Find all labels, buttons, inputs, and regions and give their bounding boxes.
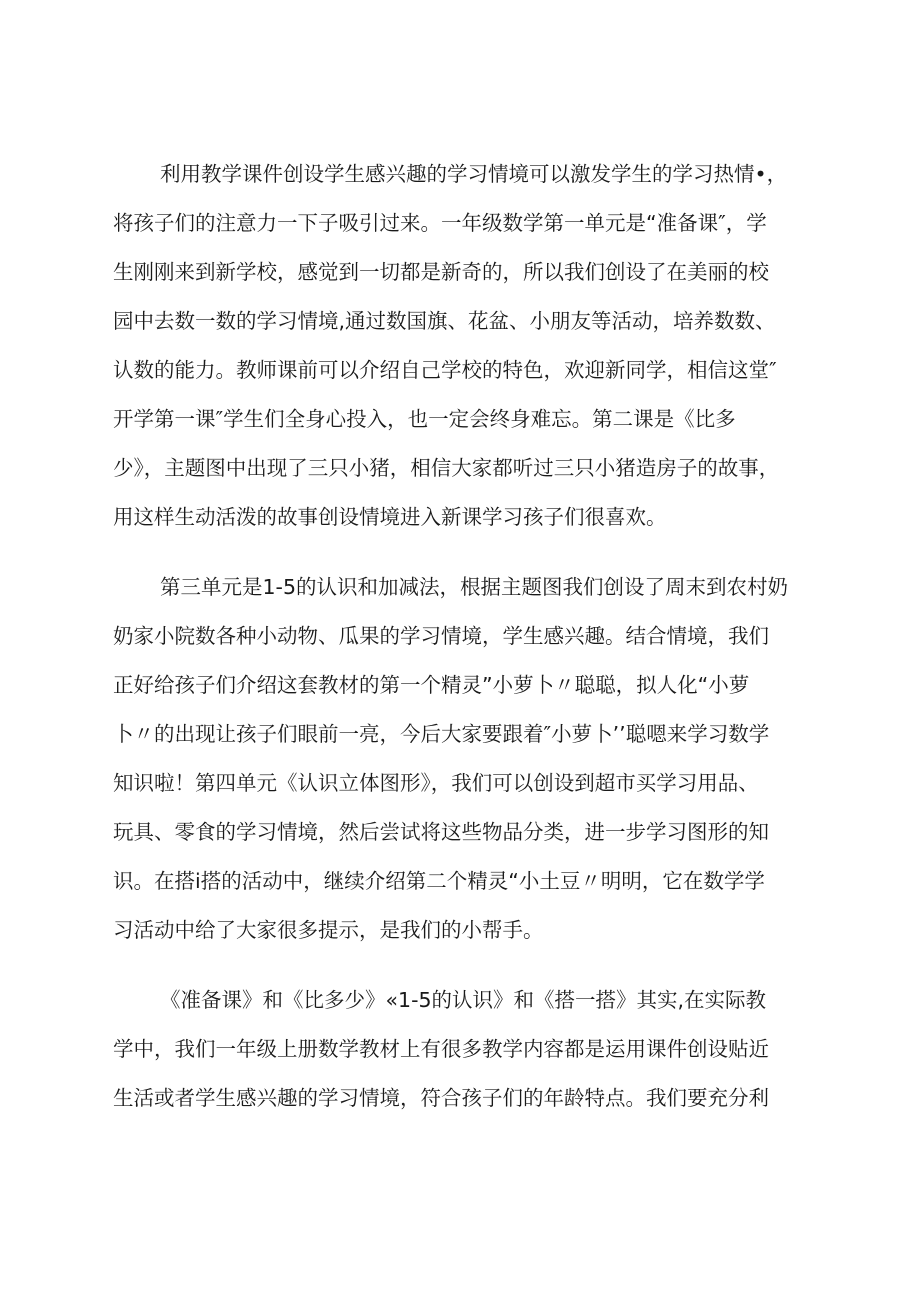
paragraph-line: 开学第一课″学生们全身心投入，也一定会终身难忘。第二课是《比多 — [113, 407, 736, 431]
paragraph-line: 少》，主题图中出现了三只小猪，相信大家都听过三只小猪造房子的故事， — [113, 456, 780, 480]
paragraph-line: 用这样生动活泼的故事创设情境进入新课学习孩子们很喜欢。 — [113, 505, 667, 529]
paragraph-line: 学中，我们一年级上册数学教材上有很多教学内容都是运用课件创设贴近 — [113, 1037, 769, 1061]
paragraph-line: 奶家小院数各种小动物、瓜果的学习情境，学生感兴趣。结合情境，我们 — [113, 624, 769, 648]
paragraph-line: 玩具、零食的学习情境，然后尝试将这些物品分类，进一步学习图形的知 — [113, 820, 769, 844]
paragraph-line: 生刚刚来到新学校，感觉到一切都是新奇的，所以我们创设了在美丽的校 — [113, 260, 769, 284]
paragraph-line: 识。在搭i搭的活动中，继续介绍第二个精灵“小土豆〃明明，它在数学学 — [113, 869, 765, 893]
paragraph-line: 卜〃的出现让孩子们眼前一亮，今后大家要跟着″小萝卜’’聪嗯来学习数学 — [113, 722, 770, 746]
paragraph-line: 将孩子们的注意力一下子吸引过来。一年级数学第一单元是“准备课″，学 — [113, 211, 767, 235]
paragraph-line: 《准备课》和《比多少》«1-5的认识》和《搭一搭》其实,在实际教 — [160, 988, 767, 1012]
paragraph-line: 第三单元是1-5的认识和加减法，根据主题图我们创设了周末到农村奶 — [160, 575, 788, 599]
paragraph-line: 生活或者学生感兴趣的学习情境，符合孩子们的年龄特点。我们要充分利 — [113, 1086, 769, 1110]
paragraph-line: 知识啦！第四单元《认识立体图形》，我们可以创设到超市买学习用品、 — [113, 771, 759, 795]
paragraph-line: 利用教学课件创设学生感兴趣的学习情境可以激发学生的学习热情•， — [160, 162, 788, 186]
paragraph-line: 习活动中给了大家很多提示，是我们的小帮手。 — [113, 918, 544, 942]
paragraph-line: 园中去数一数的学习情境,通过数国旗、花盆、小朋友等活动，培养数数、 — [113, 309, 776, 333]
paragraph-line: 认数的能力。教师课前可以介绍自己学校的特色，欢迎新同学，相信这堂″ — [113, 358, 777, 382]
paragraph-line: 正好给孩子们介绍这套教材的第一个精灵”小萝卜〃聪聪，拟人化“小萝 — [113, 673, 750, 697]
